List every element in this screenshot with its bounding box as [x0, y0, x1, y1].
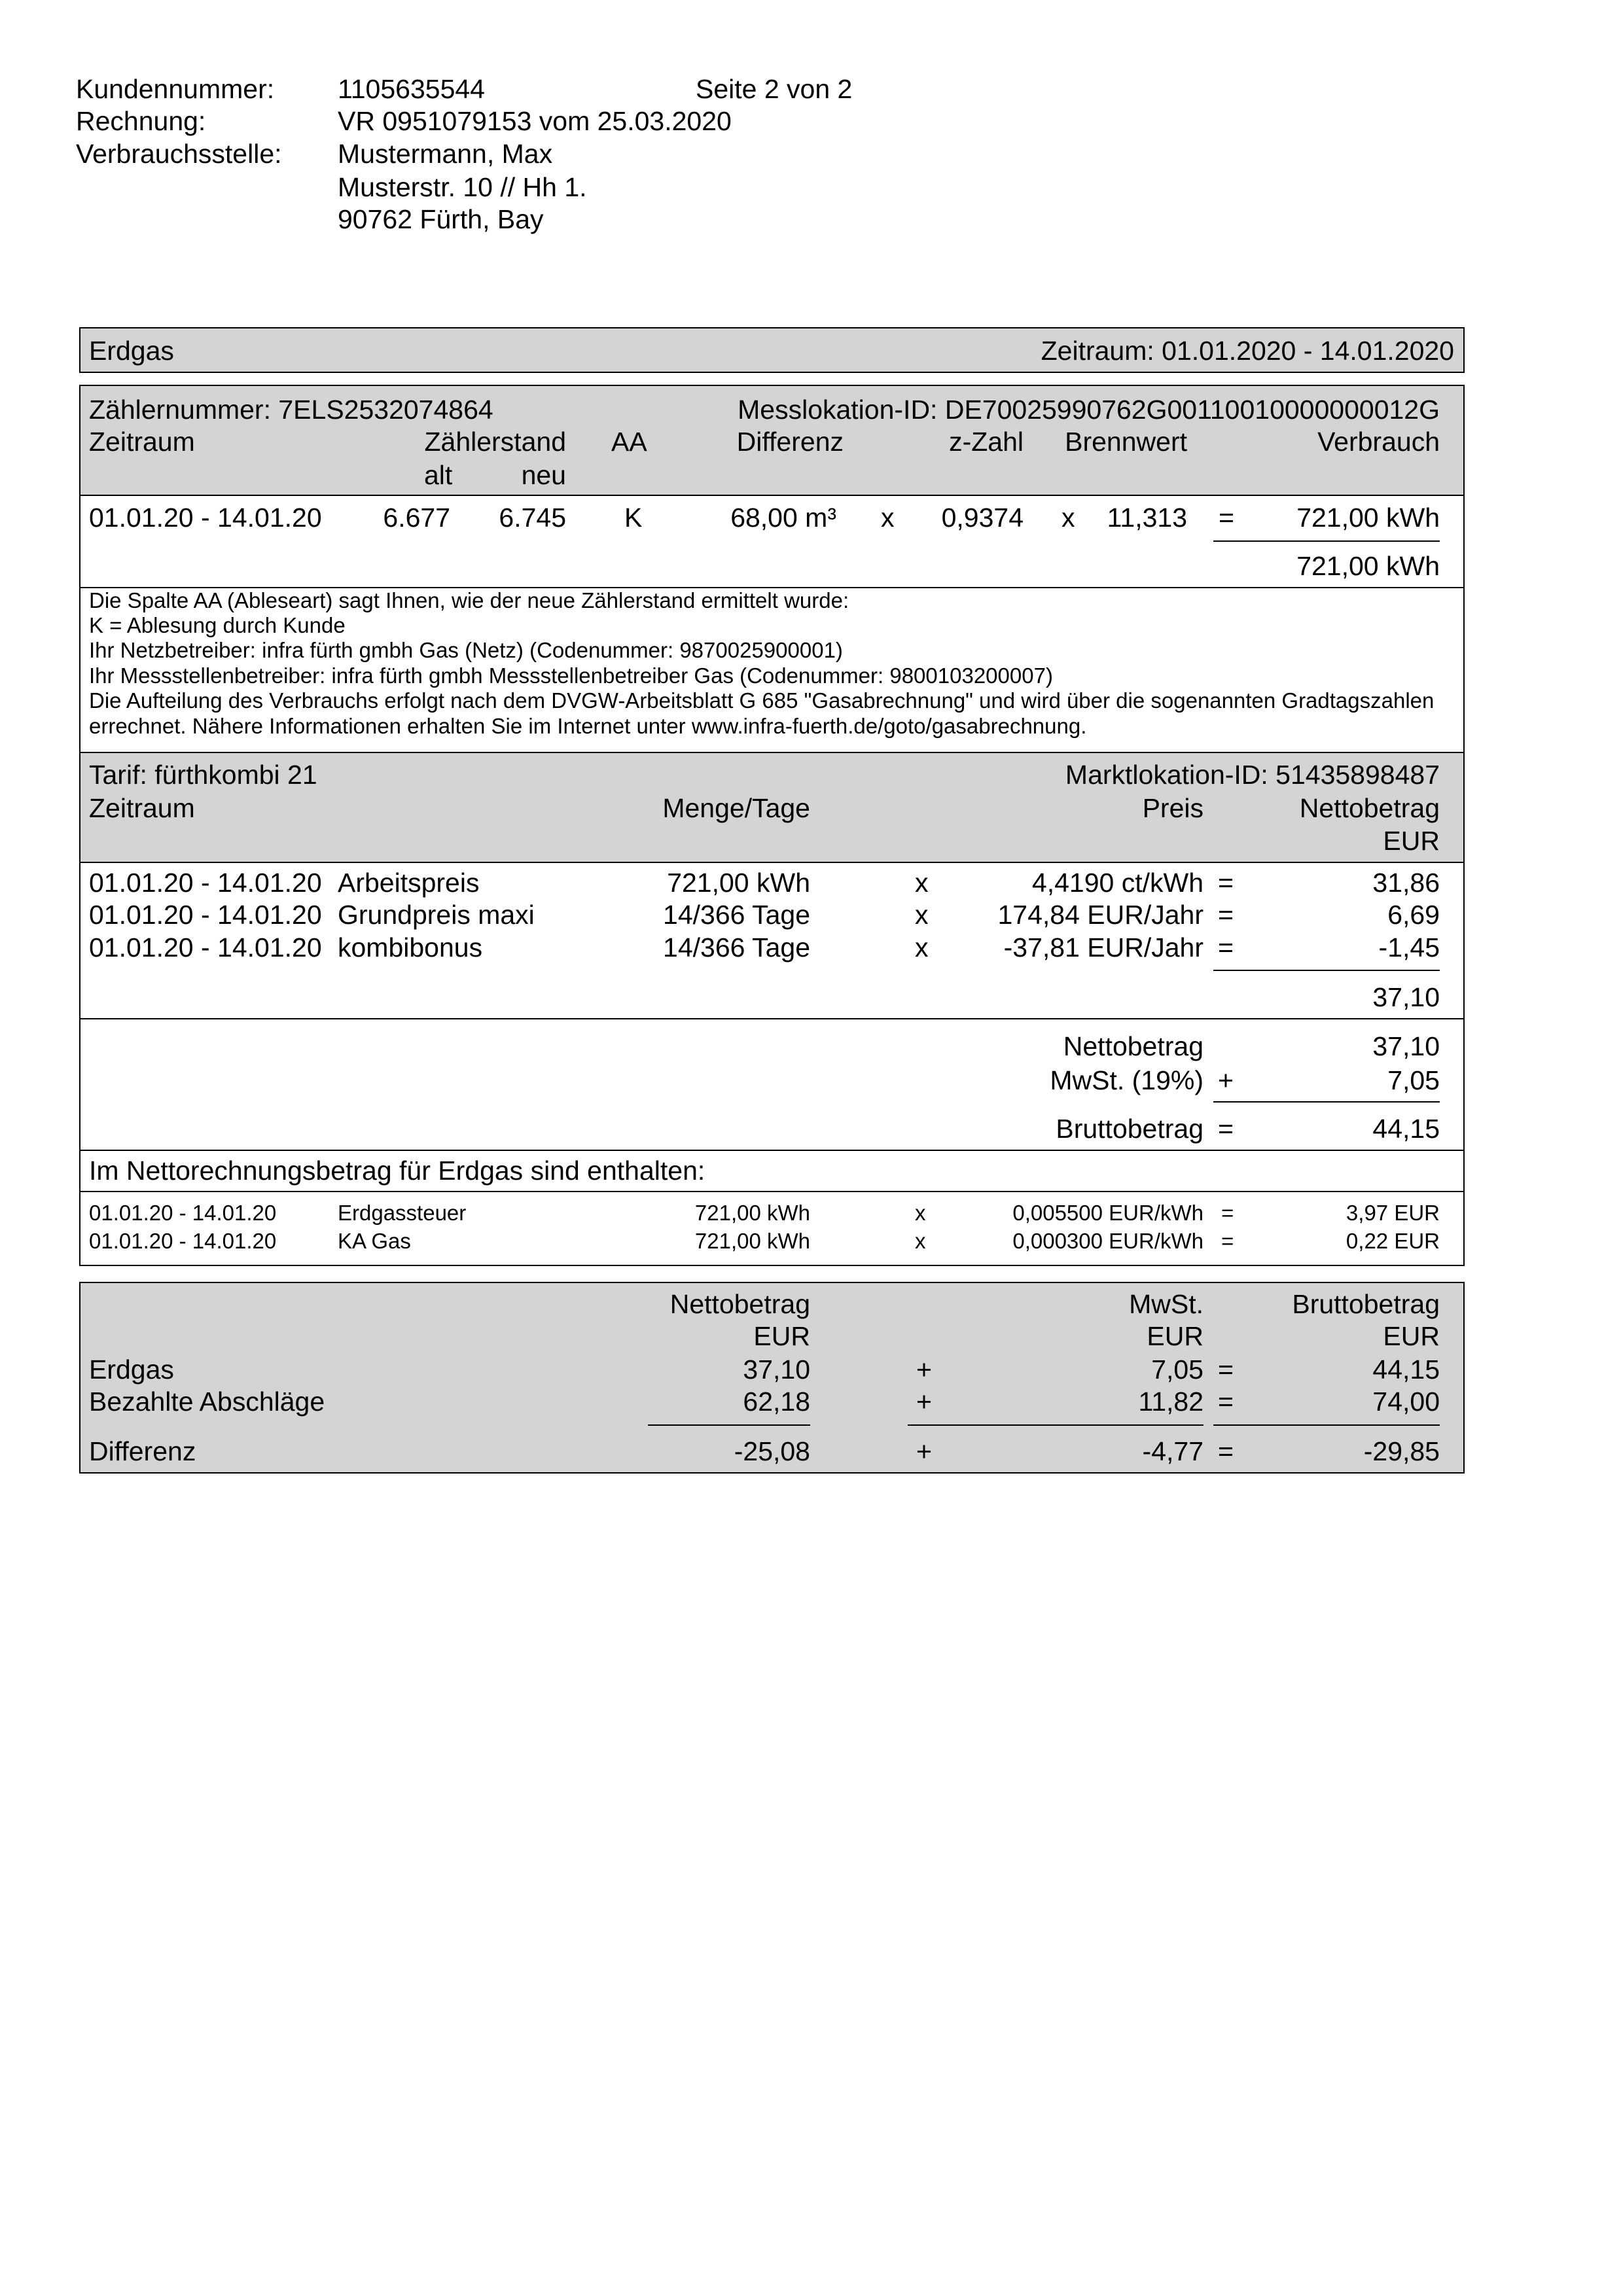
meter-row-calorific-value: 11,313 [1107, 503, 1187, 533]
summary-row-label: Differenz [89, 1436, 196, 1466]
meter-row-reading-old: 6.677 [383, 503, 450, 533]
tariff-line-amount: 6,69 [1387, 900, 1440, 930]
tariff-line-period: 01.01.20 - 14.01.20 [89, 868, 322, 898]
tariff-line-amount: 31,86 [1372, 868, 1440, 898]
divider [79, 495, 1465, 496]
sum-underline [1213, 970, 1440, 971]
meter-col-reading-old: alt [424, 460, 453, 490]
tariff-line-period: 01.01.20 - 14.01.20 [89, 900, 322, 930]
sum-underline [1213, 1101, 1440, 1103]
included-row-period: 01.01.20 - 14.01.20 [89, 1229, 277, 1253]
meter-row-reading-new: 6.745 [499, 503, 566, 533]
tariff-line-quantity: 721,00 kWh [667, 868, 810, 898]
meter-col-consumption: Verbrauch [1317, 427, 1440, 457]
included-row-quantity: 721,00 kWh [694, 1201, 810, 1225]
summary-unit-gross: EUR [1383, 1321, 1440, 1351]
meter-col-period: Zeitraum [89, 427, 195, 457]
summary-row-net: -25,08 [734, 1436, 810, 1466]
meter-row-reading-type: K [624, 503, 643, 533]
divider [79, 1191, 1465, 1192]
multiply-sign: x [915, 1229, 926, 1253]
consumption-site-city: 90762 Fürth, Bay [338, 204, 544, 234]
summary-row-gross: -29,85 [1363, 1436, 1440, 1466]
plus-sign: + [1218, 1065, 1234, 1095]
equals-sign: = [1221, 1229, 1234, 1253]
note-line: K = Ablesung durch Kunde [89, 613, 346, 637]
meter-total-consumption: 721,00 kWh [1296, 551, 1440, 581]
summary-col-vat: MwSt. [1129, 1289, 1204, 1319]
consumption-site-label: Verbrauchsstelle: [76, 139, 282, 169]
summary-unit-net: EUR [753, 1321, 810, 1351]
divider [79, 752, 1465, 753]
summary-row-vat: 7,05 [1151, 1354, 1204, 1385]
meter-number: Zählernummer: 7ELS2532074864 [89, 395, 493, 425]
included-row-period: 01.01.20 - 14.01.20 [89, 1201, 277, 1225]
customer-number: 1105635544 [338, 74, 485, 104]
summary-row-label: Bezahlte Abschläge [89, 1386, 325, 1417]
note-line: Die Aufteilung des Verbrauchs erfolgt nach dem DVGW-Arbeitsblatt G 685 "Gasabrechnung" und wird über die sogenannten Gradtagszahlen [89, 688, 1435, 713]
multiply-sign: x [915, 868, 929, 898]
net-amount-label: Nettobetrag [1063, 1031, 1204, 1061]
consumption-site-name: Mustermann, Max [338, 139, 553, 169]
included-taxes-title: Im Nettorechnungsbetrag für Erdgas sind enthalten: [89, 1156, 705, 1186]
note-line: Die Spalte AA (Ableseart) sagt Ihnen, wie der neue Zählerstand ermittelt wurde: [89, 588, 849, 612]
summary-row-net: 62,18 [743, 1386, 810, 1417]
multiply-sign: x [1061, 503, 1075, 533]
plus-sign: + [916, 1436, 932, 1466]
summary-unit-vat: EUR [1147, 1321, 1204, 1351]
market-location-id: Marktlokation-ID: 51435898487 [1065, 760, 1440, 790]
equals-sign: = [1218, 1436, 1234, 1466]
net-amount: 37,10 [1372, 1031, 1440, 1061]
multiply-sign: x [881, 503, 895, 533]
vat-amount: 7,05 [1387, 1065, 1440, 1095]
tariff-name: Tarif: fürthkombi 21 [89, 760, 317, 790]
equals-sign: = [1219, 503, 1234, 533]
multiply-sign: x [915, 900, 929, 930]
invoice-label: Rechnung: [76, 106, 206, 136]
customer-number-label: Kundennummer: [76, 74, 275, 104]
multiply-sign: x [915, 1201, 926, 1225]
tariff-col-price: Preis [1142, 793, 1204, 823]
meter-col-difference: Differenz [736, 427, 844, 457]
summary-col-gross: Bruttobetrag [1292, 1289, 1440, 1319]
equals-sign: = [1218, 1386, 1234, 1417]
note-line: Ihr Messstellenbetreiber: infra fürth gmbh Messstellenbetreiber Gas (Codenummer: 9800103200007) [89, 663, 1053, 688]
sum-underline [648, 1424, 810, 1426]
tariff-line-period: 01.01.20 - 14.01.20 [89, 932, 322, 963]
tariff-subtotal: 37,10 [1372, 982, 1440, 1012]
divider [79, 1150, 1465, 1151]
tariff-line-item: Grundpreis maxi [338, 900, 535, 930]
tariff-line-quantity: 14/366 Tage [663, 932, 810, 963]
gross-amount-label: Bruttobetrag [1056, 1114, 1204, 1144]
meter-location-id: Messlokation-ID: DE70025990762G00110010000000012G [738, 395, 1440, 425]
tariff-line-price: 4,4190 ct/kWh [1031, 868, 1204, 898]
included-row-amount: 3,97 EUR [1346, 1201, 1440, 1225]
tariff-line-price: 174,84 EUR/Jahr [997, 900, 1204, 930]
equals-sign: = [1221, 1201, 1234, 1225]
tariff-line-item: Arbeitspreis [338, 868, 480, 898]
section-period: Zeitraum: 01.01.2020 - 14.01.2020 [1041, 336, 1454, 366]
included-row-amount: 0,22 EUR [1346, 1229, 1440, 1253]
note-line: errechnet. Nähere Informationen erhalten Sie im Internet unter www.infra-fuerth.de/goto/gasabrechnung. [89, 714, 1087, 738]
equals-sign: = [1218, 1354, 1234, 1385]
tariff-line-amount: -1,45 [1378, 932, 1440, 963]
summary-row-vat: 11,82 [1138, 1386, 1204, 1417]
invoice-number: VR 0951079153 vom 25.03.2020 [338, 106, 732, 136]
summary-row-gross: 44,15 [1372, 1354, 1440, 1385]
meter-col-reading-new: neu [521, 460, 566, 490]
tariff-col-period: Zeitraum [89, 793, 195, 823]
summary-row-vat: -4,77 [1142, 1436, 1204, 1466]
tariff-line-item: kombibonus [338, 932, 483, 963]
meter-row-consumption: 721,00 kWh [1296, 503, 1440, 533]
equals-sign: = [1218, 1114, 1234, 1144]
divider [79, 862, 1465, 863]
sum-underline [1213, 1424, 1440, 1426]
meter-row-period: 01.01.20 - 14.01.20 [89, 503, 322, 533]
divider [79, 1018, 1465, 1019]
gross-amount: 44,15 [1372, 1114, 1440, 1144]
meter-col-calorific-value: Brennwert [1065, 427, 1187, 457]
tariff-line-quantity: 14/366 Tage [663, 900, 810, 930]
included-row-quantity: 721,00 kWh [694, 1229, 810, 1253]
plus-sign: + [916, 1386, 932, 1417]
included-row-item: KA Gas [338, 1229, 411, 1253]
page-number: Seite 2 von 2 [696, 74, 853, 104]
summary-row-label: Erdgas [89, 1354, 174, 1385]
summary-row-gross: 74,00 [1372, 1386, 1440, 1417]
tariff-col-net-amount: Nettobetrag [1299, 793, 1440, 823]
multiply-sign: x [915, 932, 929, 963]
equals-sign: = [1218, 900, 1234, 930]
tariff-line-price: -37,81 EUR/Jahr [1003, 932, 1204, 963]
sum-underline [908, 1424, 1204, 1426]
sum-underline [1213, 540, 1440, 542]
section-title: Erdgas [89, 336, 174, 366]
summary-col-net: Nettobetrag [669, 1289, 810, 1319]
tariff-col-net-unit: EUR [1383, 826, 1440, 856]
meter-col-reading-type: AA [611, 427, 647, 457]
included-row-rate: 0,000300 EUR/kWh [1012, 1229, 1204, 1253]
vat-label: MwSt. (19%) [1050, 1065, 1204, 1095]
equals-sign: = [1218, 868, 1234, 898]
meter-col-reading: Zählerstand [424, 427, 566, 457]
consumption-site-street: Musterstr. 10 // Hh 1. [338, 172, 587, 202]
included-row-rate: 0,005500 EUR/kWh [1012, 1201, 1204, 1225]
note-line: Ihr Netzbetreiber: infra fürth gmbh Gas (Netz) (Codenummer: 9870025900001) [89, 638, 843, 662]
meter-col-z-number: z-Zahl [949, 427, 1024, 457]
summary-row-net: 37,10 [743, 1354, 810, 1385]
meter-row-difference: 68,00 m³ [730, 503, 836, 533]
tariff-col-quantity: Menge/Tage [662, 793, 810, 823]
plus-sign: + [916, 1354, 932, 1385]
meter-row-z-number: 0,9374 [941, 503, 1024, 533]
included-row-item: Erdgassteuer [338, 1201, 467, 1225]
equals-sign: = [1218, 932, 1234, 963]
